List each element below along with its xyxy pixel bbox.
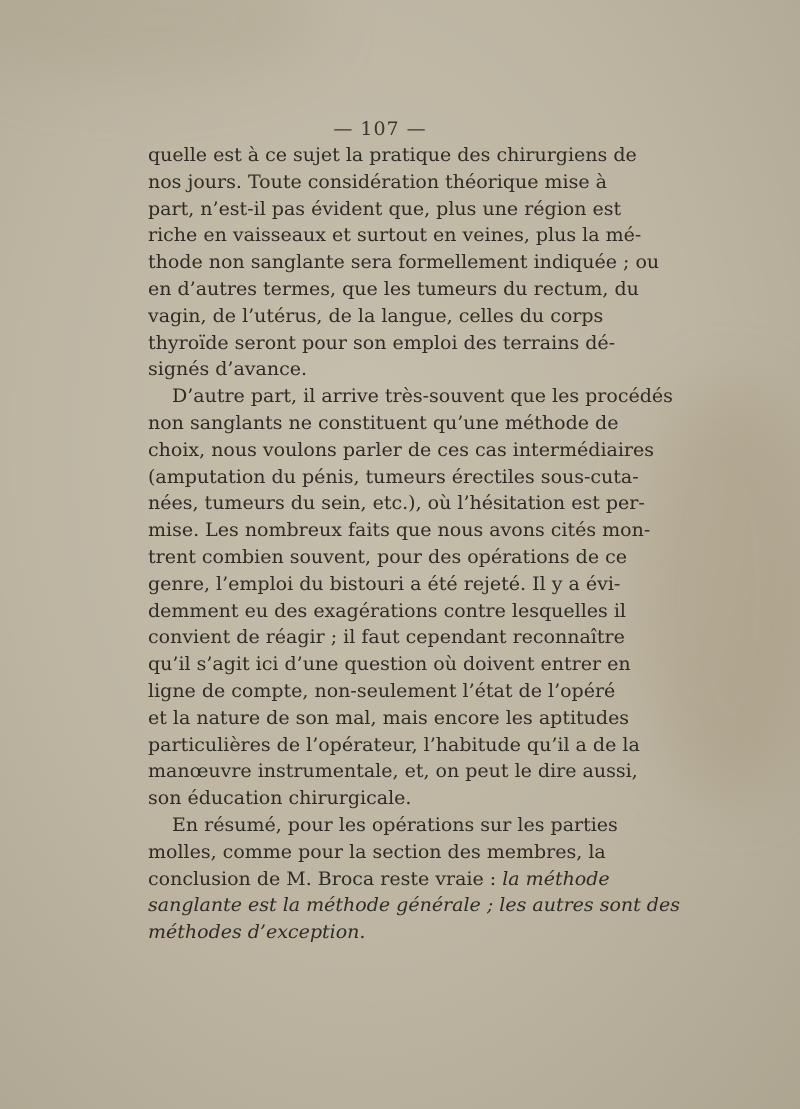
- text-line: D’autre part, il arrive très-souvent que les procédés: [172, 385, 673, 408]
- page-number: — 107 —: [333, 118, 427, 140]
- text-line: non sanglants ne constituent qu’une méthode de: [148, 411, 619, 434]
- text-line: part, n’est-il pas évident que, plus une région est: [148, 197, 622, 220]
- text-line: et la nature de son mal, mais encore les aptitudes: [148, 706, 630, 729]
- text-line: mise. Les nombreux faits que nous avons cités mon-: [148, 519, 651, 542]
- text-line: nos jours. Toute considération théorique mise à: [148, 170, 607, 193]
- text-line: demment eu des exagérations contre lesquelles il: [148, 599, 626, 622]
- text-line: particulières de l’opérateur, l’habitude qu’il a de la: [148, 733, 640, 756]
- text-line: convient de réagir ; il faut cependant reconnaître: [148, 626, 625, 649]
- text-line-mixed: [148, 866, 610, 893]
- text-line: son éducation chirurgicale.: [148, 787, 412, 810]
- text-line-italic: sanglante est la méthode générale ; les autres sont des: [148, 894, 680, 917]
- text-italic-part: la méthode: [502, 867, 610, 890]
- text-line: genre, l’emploi du bistouri a été rejeté. Il y a évi-: [148, 572, 621, 595]
- text-line: manœuvre instrumentale, et, on peut le dire aussi,: [148, 760, 638, 783]
- text-line: thode non sanglante sera formellement indiquée ; ou: [148, 251, 660, 274]
- text-line: (amputation du pénis, tumeurs érectiles sous-cuta-: [148, 465, 639, 488]
- text-line: thyroïde seront pour son emploi des terrains dé-: [148, 331, 616, 354]
- paper-stain: [0, 0, 320, 80]
- text-line: quelle est à ce sujet la pratique des chirurgiens de: [148, 144, 637, 166]
- text-line: trent combien souvent, pour des opérations de ce: [148, 545, 628, 568]
- body-text: [148, 142, 680, 946]
- text-line-italic: méthodes d’exception.: [148, 921, 366, 944]
- text-line: qu’il s’agit ici d’une question où doivent entrer en: [148, 653, 631, 676]
- text-line: vagin, de l’utérus, de la langue, celles du corps: [148, 304, 604, 327]
- text-line: en d’autres termes, que les tumeurs du rectum, du: [148, 277, 639, 300]
- text-line: ligne de compte, non-seulement l’état de l’opéré: [148, 679, 616, 702]
- text-line: signés d’avance.: [148, 358, 308, 381]
- text-line: riche en vaisseaux et surtout en veines, plus la mé-: [148, 224, 642, 247]
- text-line: molles, comme pour la section des membres, la: [148, 840, 606, 863]
- text-roman-part: conclusion de M. Broca reste vraie :: [148, 867, 503, 890]
- text-line: nées, tumeurs du sein, etc.), où l’hésitation est per-: [148, 492, 645, 515]
- text-line: En résumé, pour les opérations sur les parties: [172, 813, 618, 836]
- text-line: choix, nous voulons parler de ces cas intermédiaires: [148, 438, 654, 461]
- paper-stain: [640, 380, 800, 800]
